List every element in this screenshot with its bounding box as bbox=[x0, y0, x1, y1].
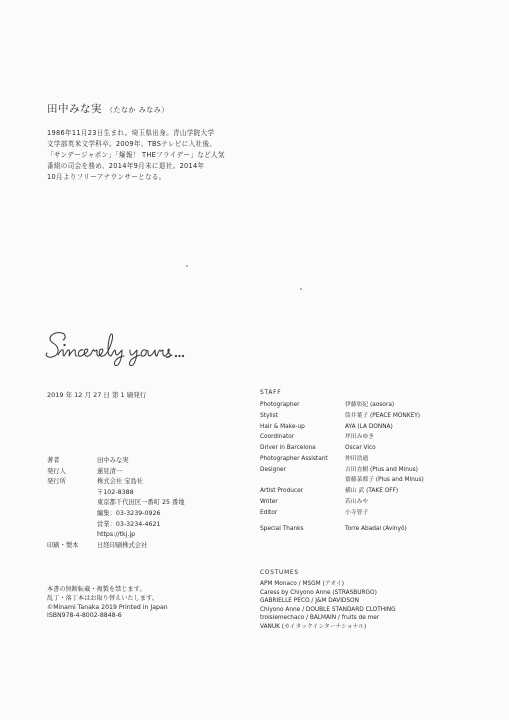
staff-name: 横山 武 (TAKE OFF) bbox=[345, 488, 399, 494]
credit-row bbox=[47, 498, 185, 509]
paper-speck bbox=[300, 288, 302, 290]
author-name-line bbox=[47, 101, 169, 116]
costume-line: troisiemechaco / BALMAIN / fruits de mer bbox=[260, 615, 380, 622]
copyright-notice bbox=[47, 586, 168, 621]
credit-label bbox=[47, 520, 97, 531]
staff-role: Driver in Barcelona bbox=[260, 445, 316, 451]
staff-role: Stylist bbox=[260, 412, 278, 419]
costumes-list bbox=[260, 580, 396, 632]
staff-role: Photographer bbox=[260, 402, 300, 408]
staff-row bbox=[260, 486, 424, 497]
credit-label: 印刷・製本 bbox=[47, 541, 79, 549]
costume-line: Chiyono Anne / DOUBLE STANDARD CLOTHING bbox=[260, 606, 396, 613]
staff-row bbox=[260, 465, 424, 476]
staff-role: Coordinator bbox=[260, 434, 295, 441]
staff-row bbox=[260, 454, 424, 465]
staff-list bbox=[260, 400, 424, 535]
staff-name: 若山みや bbox=[345, 498, 369, 505]
signature-logo bbox=[44, 327, 214, 371]
colophon-credits bbox=[47, 456, 185, 551]
staff-row bbox=[260, 443, 424, 454]
staff-role bbox=[260, 475, 345, 486]
costumes-heading: COSTUMES bbox=[260, 570, 299, 576]
credit-row bbox=[47, 467, 185, 478]
publication-date: 2019 年 12 月 27 日 第 1 刷発行 bbox=[47, 391, 147, 399]
notice-line: 本書の無断転載・複製を禁じます。 bbox=[47, 586, 146, 593]
notice-line: 乱丁・落丁本はお取り替えいたします。 bbox=[47, 594, 158, 602]
credit-label bbox=[47, 498, 97, 509]
credit-row bbox=[47, 477, 185, 488]
credit-row bbox=[47, 520, 185, 531]
staff-row bbox=[260, 497, 424, 508]
credit-value: 東京都千代田区一番町 25 番地 bbox=[97, 499, 185, 507]
costume-line: APM Monaco / MSGM (アオイ) bbox=[260, 581, 345, 587]
credit-label: 発行所 bbox=[47, 478, 66, 486]
staff-row bbox=[260, 508, 424, 519]
staff-name: 小寺智子 bbox=[345, 509, 369, 516]
bio-line: 番組の司会を務め、2014年9月末に退社。2014年 bbox=[47, 162, 205, 170]
staff-name: 仲田浩通 bbox=[345, 455, 369, 462]
staff-name: 坪田みゆき bbox=[345, 434, 374, 441]
staff-row bbox=[260, 432, 424, 443]
staff-row bbox=[260, 400, 424, 411]
staff-name: AYA (LA DONNA) bbox=[345, 423, 393, 430]
author-name: 田中みな実 bbox=[47, 103, 102, 115]
staff-row bbox=[260, 422, 424, 433]
staff-role: Photographer Assistant bbox=[260, 455, 328, 462]
bio-line: 文学部英米文学科卒。2009年、TBSテレビに入社後、 bbox=[47, 140, 217, 148]
staff-name: 吉田直樹 (Plus and Minus) bbox=[345, 466, 418, 473]
credit-row bbox=[47, 541, 185, 552]
costume-line: Caress by Chiyono Anne (STRASBURGO) bbox=[260, 589, 377, 596]
bio-line: 1986年11月23日生まれ。埼玉県出身。青山学院大学 bbox=[47, 129, 215, 137]
paper-speck bbox=[186, 265, 188, 267]
bio-line: 「サンデージャポン」「爆報！ THEフライデー」など人気 bbox=[47, 151, 225, 159]
staff-name: Oscar Vico bbox=[345, 445, 376, 451]
credit-label: 発行人 bbox=[47, 467, 66, 475]
notice-line: ISBN978-4-8002-8848-6 bbox=[47, 612, 122, 620]
staff-role: Writer bbox=[260, 498, 278, 505]
costume-line: VANUK (カイタックインターナショナル) bbox=[260, 623, 367, 630]
staff-role: Hair & Make-up bbox=[260, 423, 305, 430]
credit-row bbox=[47, 488, 185, 499]
staff-name: 伊藤彰紀 (aosora) bbox=[345, 402, 395, 408]
notice-line: ©Minami Tanaka 2019 Printed in Japan bbox=[47, 603, 168, 611]
staff-heading: STAFF bbox=[260, 390, 282, 396]
staff-role: Artist Producer bbox=[260, 488, 304, 494]
credit-row bbox=[47, 456, 185, 467]
staff-role: Special Thanks bbox=[260, 526, 304, 533]
author-bio bbox=[47, 128, 247, 183]
credit-value: 蓮見清一 bbox=[97, 467, 123, 475]
credit-label bbox=[47, 488, 97, 499]
bio-line: 10月よりフリーアナウンサーとなる。 bbox=[47, 173, 166, 181]
staff-name: 齋藤菜都子 (Plus and Minus) bbox=[345, 477, 424, 484]
costume-line: GABRIELLE PECO / J&M DAVIDSON bbox=[260, 598, 359, 605]
staff-row bbox=[260, 411, 424, 422]
credit-value-url: https://tkj.jp bbox=[97, 531, 136, 539]
credit-value: 〒102-8388 bbox=[97, 488, 134, 496]
staff-name: 筒井葉子 (PEACE MONKEY) bbox=[345, 412, 421, 419]
author-name-reading: （たなか みなみ） bbox=[106, 106, 169, 114]
credit-value: 田中みな実 bbox=[97, 457, 129, 464]
staff-role: Designer bbox=[260, 466, 286, 473]
credit-row bbox=[47, 509, 185, 520]
staff-name: Torre Abadal (Avinyó) bbox=[345, 526, 407, 533]
credit-value: 日経印刷株式会社 bbox=[97, 541, 148, 549]
credit-label bbox=[47, 530, 97, 541]
staff-row bbox=[260, 475, 424, 486]
credit-label bbox=[47, 509, 97, 520]
credit-row bbox=[47, 530, 185, 541]
staff-row bbox=[260, 524, 424, 535]
credit-label: 著者 bbox=[47, 457, 60, 464]
staff-role: Editor bbox=[260, 509, 278, 516]
credit-value: 編集：03-3239-0926 bbox=[97, 509, 161, 517]
credit-value: 営業：03-3234-4621 bbox=[97, 520, 161, 528]
credit-value: 株式会社 宝島社 bbox=[97, 478, 144, 486]
